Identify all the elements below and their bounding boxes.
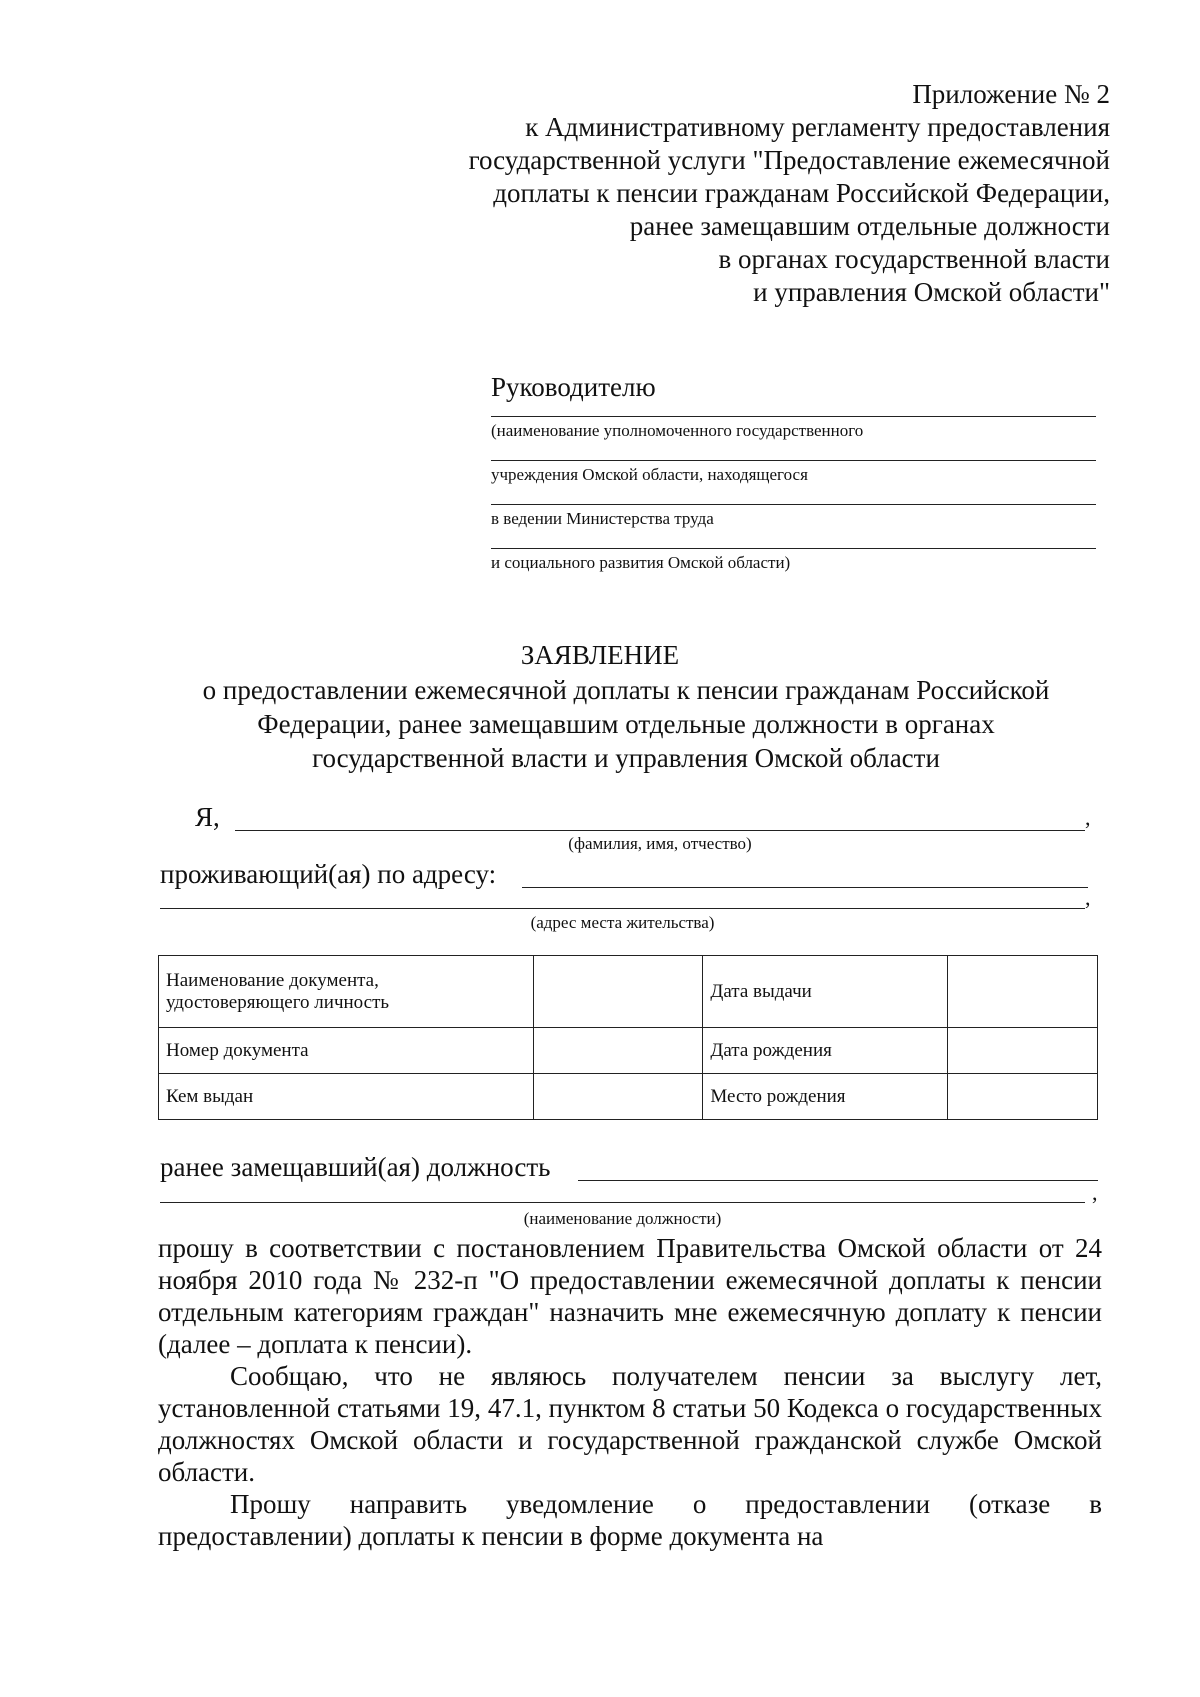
doc-number-label: Номер документа: [159, 1028, 534, 1074]
address-caption: (адрес места жительства): [530, 913, 715, 932]
body-text: [158, 1232, 1102, 1552]
identity-document-table: [158, 955, 1098, 1120]
position-label: ранее замещавший(ая) должность: [160, 1152, 551, 1182]
appendix-header: [469, 78, 1110, 309]
paragraph-statement: Сообщаю, что не являюсь получателем пенсии за выслугу лет, установленной статьями 19, 47.1, пунктом 8 статьи 50 Кодекса о государственных должностях Омской области и государственной гражданской службе Омской области.: [158, 1361, 1102, 1487]
fio-caption: (фамилия, имя, отчество): [568, 834, 752, 853]
fio-input-line[interactable]: [235, 800, 1085, 831]
birth-place-label: Место рождения: [703, 1074, 948, 1120]
table-row: [159, 956, 1098, 1028]
birth-place-value[interactable]: [948, 1074, 1098, 1120]
birth-date-value[interactable]: [948, 1028, 1098, 1074]
addressee-caption-1: (наименование уполномоченного государственного: [491, 416, 1096, 442]
appendix-line-2: к Административному регламенту предоставления: [525, 112, 1110, 142]
doc-name-value[interactable]: [533, 956, 703, 1028]
issue-date-label: Дата выдачи: [703, 956, 948, 1028]
addressee-head: Руководителю: [491, 372, 656, 402]
paragraph-notification: Прошу направить уведомление о предоставлении (отказе в предоставлении) доплаты к пенсии в форме документа на: [158, 1489, 1102, 1551]
appendix-line-1: Приложение № 2: [912, 79, 1110, 109]
i-label: Я,: [195, 802, 220, 832]
addressee-caption-2: учреждения Омской области, находящегося: [491, 460, 1096, 486]
appendix-line-6: в органах государственной власти: [718, 244, 1110, 274]
birth-date-label: Дата рождения: [703, 1028, 948, 1074]
document-subtitle: о предоставлении ежемесячной доплаты к пенсии гражданам Российской Федерации, ранее замещавшим отдельные должности в органах государственной власти и управления Омской области: [202, 675, 1050, 773]
table-row: [159, 1074, 1098, 1120]
appendix-line-4: доплаты к пенсии гражданам Российской Федерации,: [493, 178, 1110, 208]
address-label: проживающий(ая) по адресу:: [160, 859, 497, 889]
issued-by-label: Кем выдан: [159, 1074, 534, 1120]
address-comma: ,: [1085, 885, 1091, 910]
issued-by-value[interactable]: [533, 1074, 703, 1120]
doc-name-label: Наименование документа, удостоверяющего личность: [159, 956, 534, 1028]
position-input-line-2[interactable]: [160, 1180, 1085, 1203]
table-row: [159, 1028, 1098, 1074]
appendix-line-7: и управления Омской области": [753, 277, 1110, 307]
document-title: ЗАЯВЛЕНИЕ: [520, 640, 680, 670]
addressee-block: [491, 370, 1096, 574]
issue-date-value[interactable]: [948, 956, 1098, 1028]
appendix-line-5: ранее замещавшим отдельные должности: [629, 211, 1110, 241]
doc-number-value[interactable]: [533, 1028, 703, 1074]
paragraph-request: прошу в соответствии с постановлением Правительства Омской области от 24 ноября 2010 года № 232-п "О предоставлении ежемесячной доплаты к пенсии отдельным категориям граждан" назначить мне ежемесячную доплату к пенсии (далее – доплата к пенсии).: [158, 1233, 1102, 1359]
address-input-line-1[interactable]: [522, 857, 1088, 888]
address-input-line-2[interactable]: [160, 886, 1085, 909]
position-caption: (наименование должности): [523, 1209, 722, 1228]
position-input-line-1[interactable]: [578, 1150, 1098, 1181]
fio-comma: ,: [1085, 805, 1091, 830]
addressee-caption-3: в ведении Министерства труда: [491, 504, 1096, 530]
appendix-line-3: государственной услуги "Предоставление ежемесячной: [468, 145, 1110, 175]
position-comma: ,: [1092, 1180, 1098, 1205]
addressee-caption-4: и социального развития Омской области): [491, 548, 1096, 574]
